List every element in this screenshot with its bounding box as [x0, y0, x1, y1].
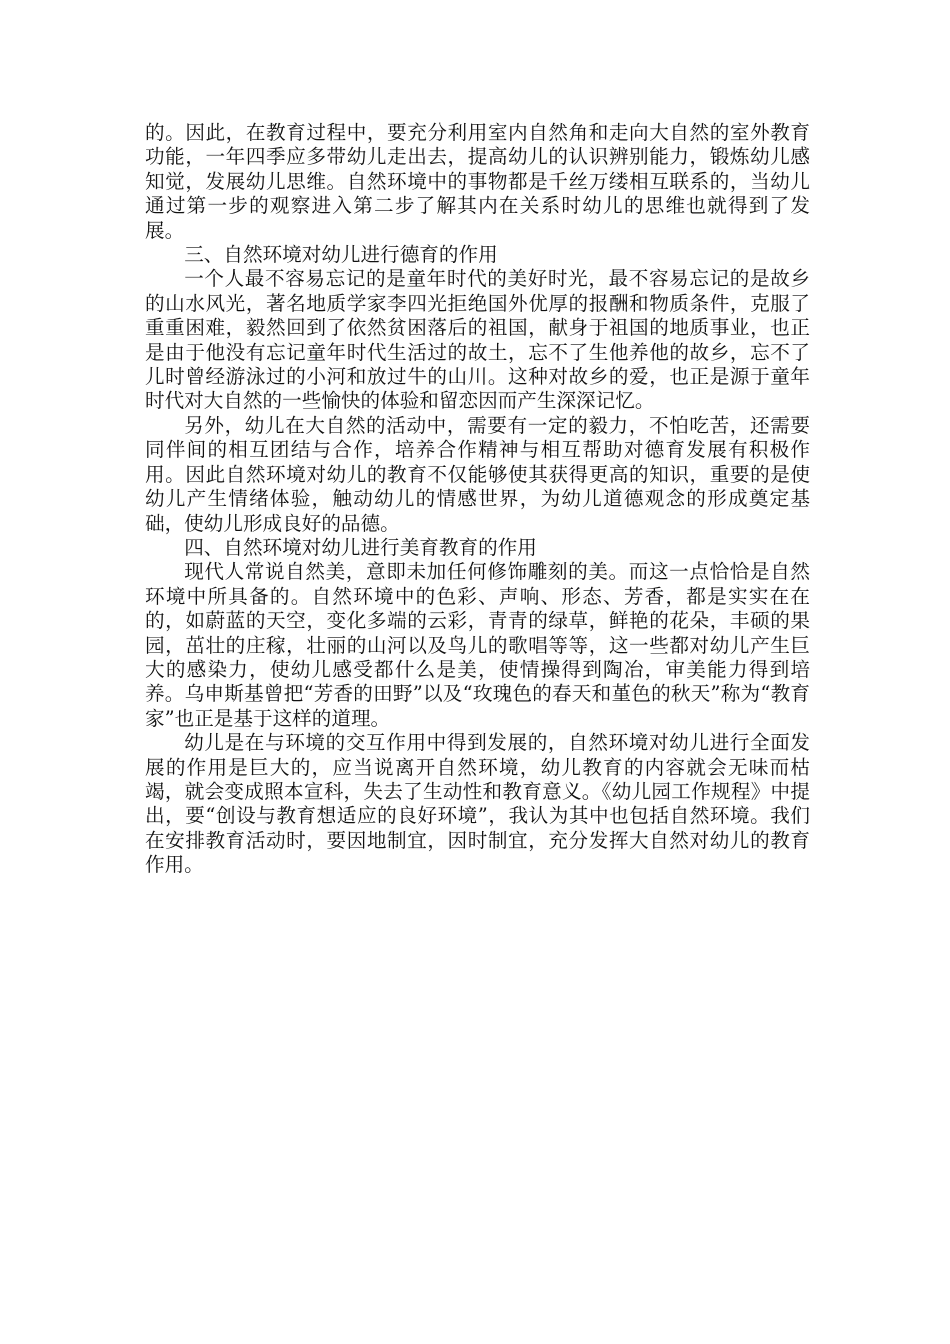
document-body — [145, 121, 810, 878]
paragraph-natural-beauty: 现代人常说自然美，意即未加任何修饰雕刻的美。而这一点恰恰是自然环境中所具备的。自然环境中的色彩、声响、形态、芳香，都是实实在在的，如蔚蓝的天空，变化多端的云彩，青青的绿草，鲜艳的花朵，丰硕的果园，茁壮的庄稼，壮丽的山河以及鸟儿的歌唱等等，这一些都对幼儿产生巨大的感染力，使幼儿感受都什么是美，使情操得到陶冶，审美能力得到培养。乌申斯基曾把“芳香的田野”以及“玫瑰色的春天和堇色的秋天”称为“教育家”也正是基于这样的道理。 — [145, 560, 810, 730]
paragraph-conclusion: 幼儿是在与环境的交互作用中得到发展的，自然环境对幼儿进行全面发展的作用是巨大的，应当说离开自然环境，幼儿教育的内容就会无味而枯竭，就会变成照本宣科，失去了生动性和教育意义。《幼儿园工作规程》中提出，要“创设与教育想适应的良好环境”，我认为其中也包括自然环境。我们在安排教育活动时，要因地制宜，因时制宜，充分发挥大自然对幼儿的教育作用。 — [145, 731, 810, 877]
paragraph-continuation: 的。因此，在教育过程中，要充分利用室内自然角和走向大自然的室外教育功能，一年四季应多带幼儿走出去，提高幼儿的认识辨别能力，锻炼幼儿感知觉，发展幼儿思维。自然环境中的事物都是千丝万缕相互联系的，当幼儿通过第一步的观察进入第二步了解其内在关系时幼儿的思维也就得到了发展。 — [145, 121, 810, 242]
paragraph-cooperation: 另外，幼儿在大自然的活动中，需要有一定的毅力，不怕吃苦，还需要同伴间的相互团结与合作，培养合作精神与相互帮助对德育发展有积极作用。因此自然环境对幼儿的教育不仅能够使其获得更高的知识，重要的是使幼儿产生情绪体验，触动幼儿的情感世界，为幼儿道德观念的形成奠定基础，使幼儿形成良好的品德。 — [145, 413, 810, 535]
paragraph-hometown-memory: 一个人最不容易忘记的是童年时代的美好时光，最不容易忘记的是故乡的山水风光，著名地质学家李四光拒绝国外优厚的报酬和物质条件，克服了重重困难，毅然回到了依然贫困落后的祖国，献身于祖国的地质事业，也正是由于他没有忘记童年时代生活过的故土，忘不了生他养他的故乡，忘不了儿时曾经游泳过的小河和放过牛的山川。这种对故乡的爱，也正是源于童年时代对大自然的一些愉快的体验和留恋因而产生深深记忆。 — [145, 267, 810, 413]
section-heading-moral-education: 三、自然环境对幼儿进行德育的作用 — [184, 243, 498, 267]
section-heading-aesthetic-education: 四、自然环境对幼儿进行美育教育的作用 — [184, 535, 537, 559]
